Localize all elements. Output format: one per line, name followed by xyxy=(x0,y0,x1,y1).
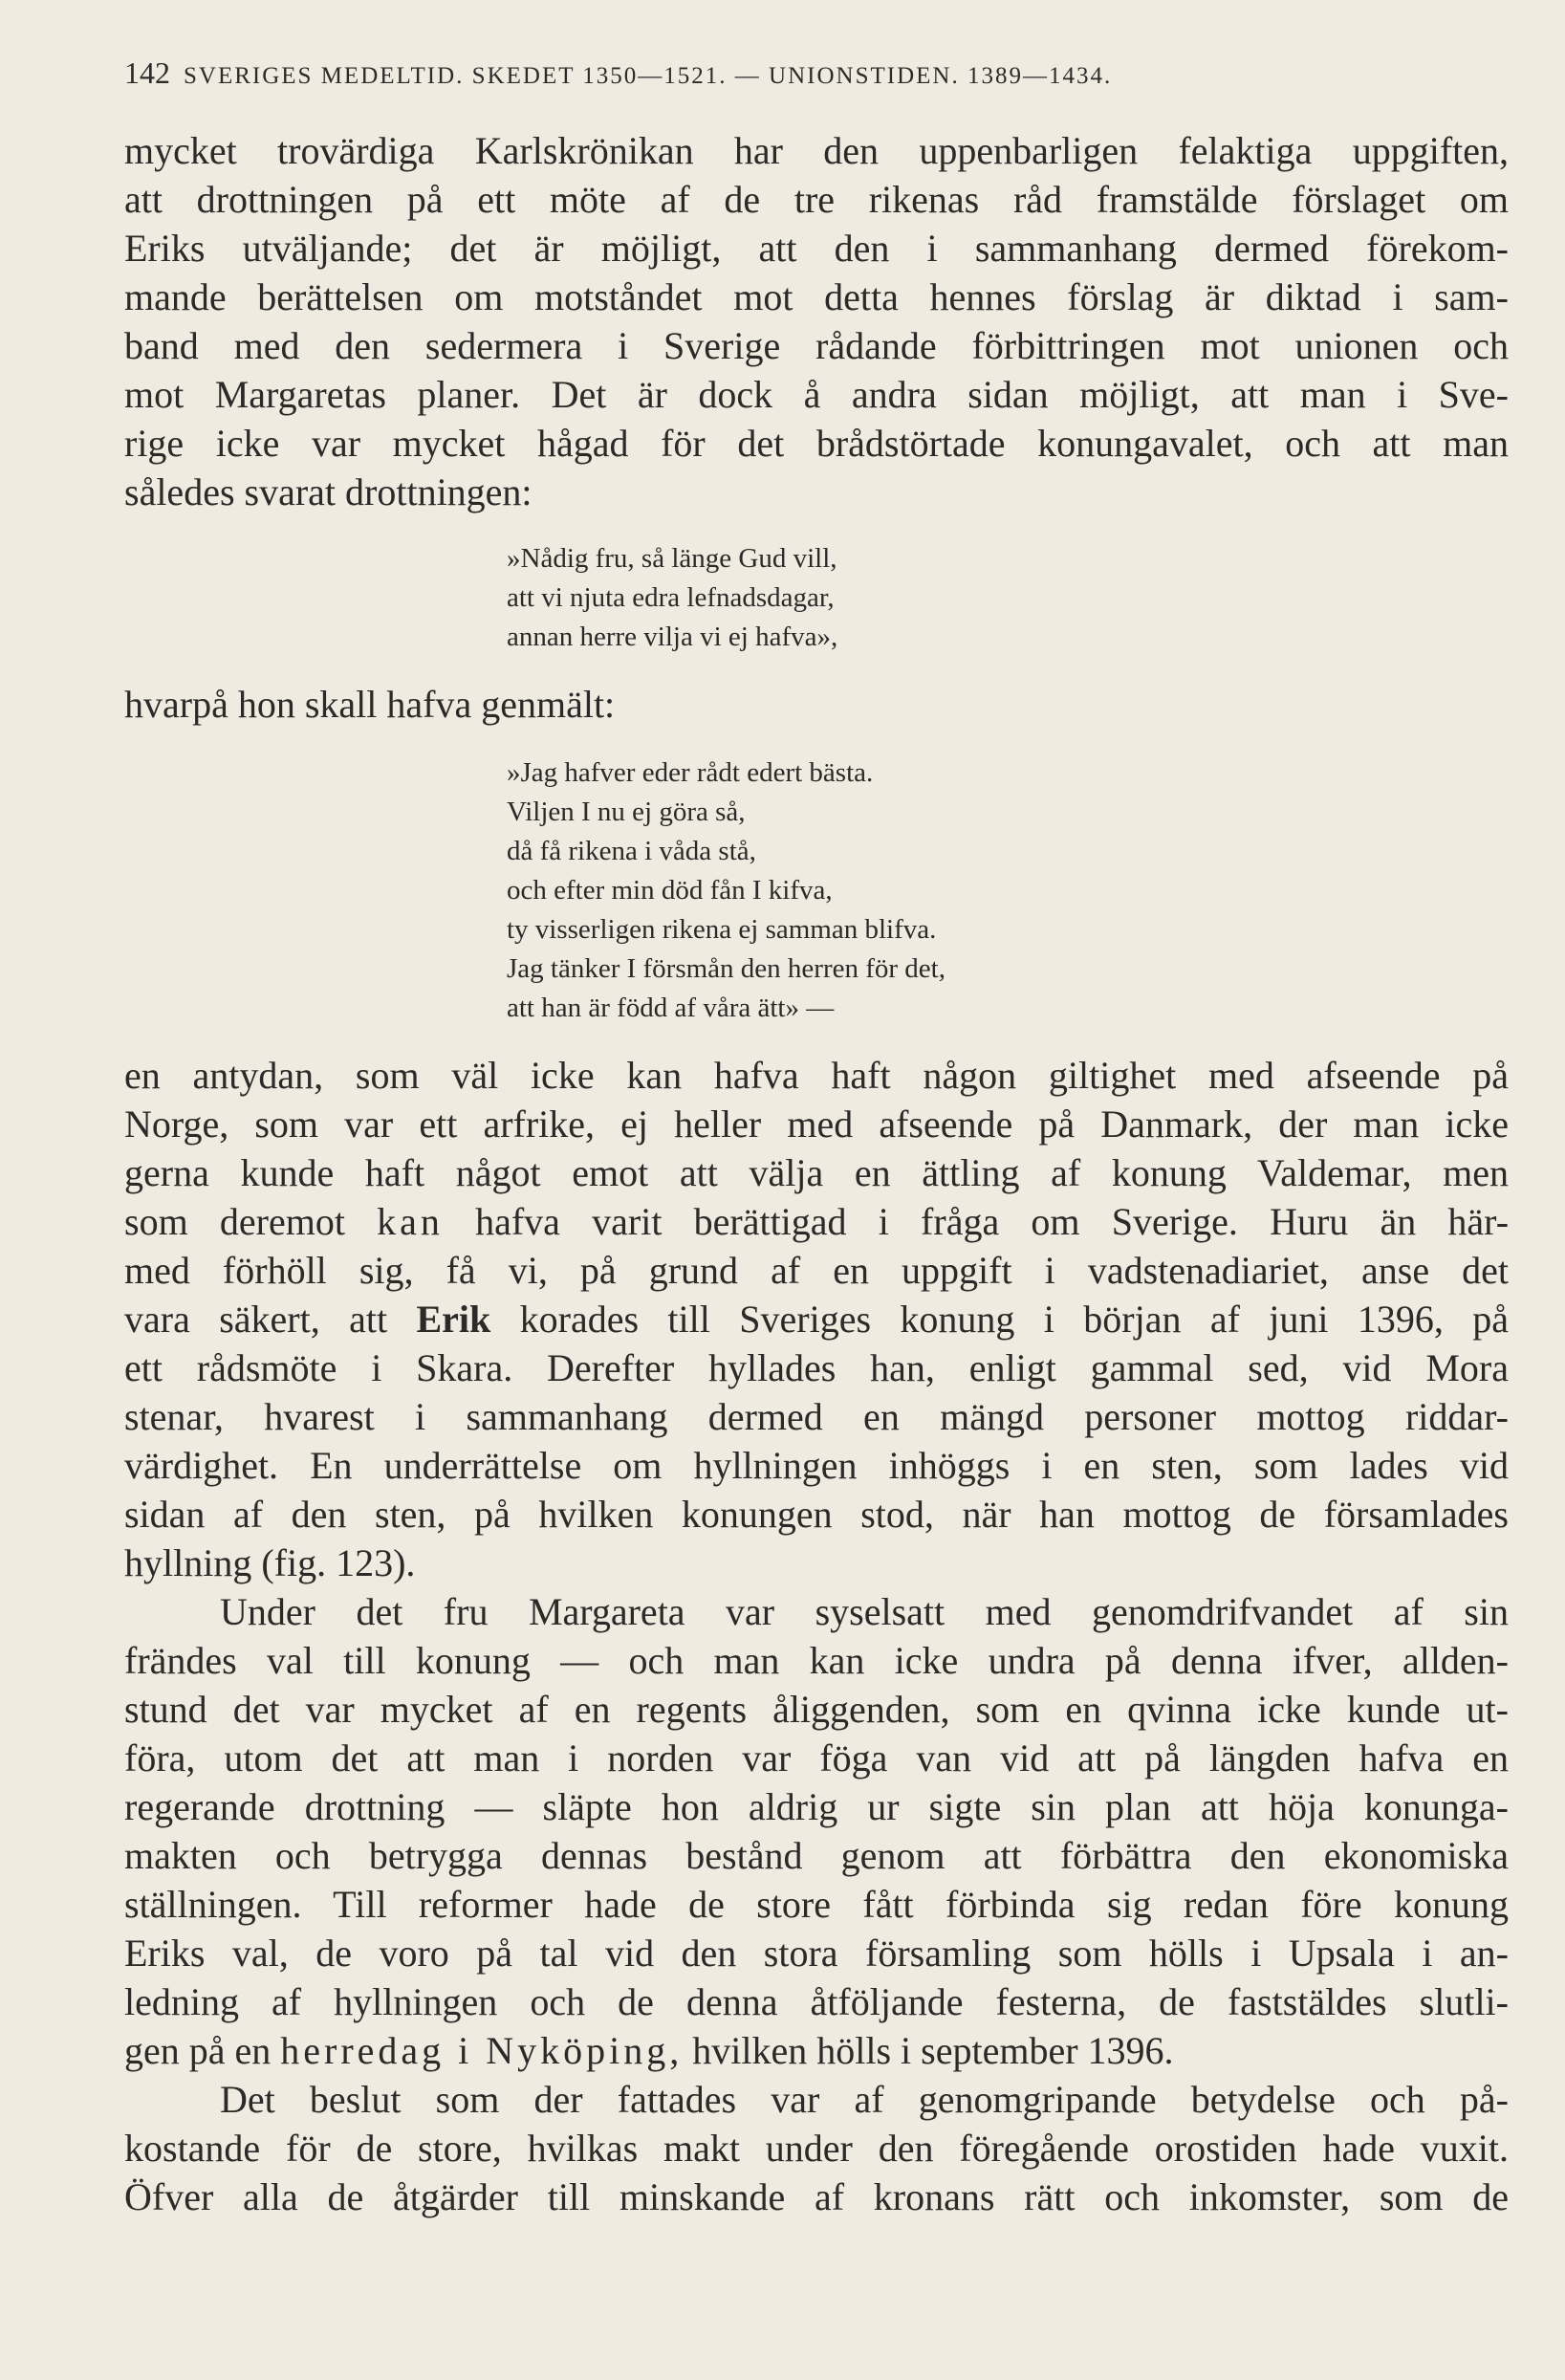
text-line: ett rådsmöte i Skara. Derefter hyllades han, enligt gammal sed, vid Mora xyxy=(124,1346,1509,1389)
verse-line: att han är född af våra ätt» — xyxy=(507,993,835,1023)
text-line: med förhöll sig, få vi, på grund af en uppgift i vadstenadiariet, anse det xyxy=(124,1249,1509,1292)
text-line: ledning af hyllningen och de denna åtföljande festerna, de faststäldes slutli- xyxy=(124,1980,1509,2023)
text-line: Eriks val, de voro på tal vid den stora församling som hölls i Upsala i an- xyxy=(124,1932,1509,1975)
text-line: mycket trovärdiga Karlskrönikan har den uppenbarligen felaktiga uppgiften, xyxy=(124,129,1509,172)
text-line: frändes val till konung — och man kan icke undra på denna ifver, allden- xyxy=(124,1639,1509,1682)
text-line: kostande för de store, hvilkas makt under den föregående orostiden hade vuxit. xyxy=(124,2127,1509,2170)
verse-line: att vi njuta edra lefnadsdagar, xyxy=(507,582,835,613)
text-line: Det beslut som der fattades var af genomgripande betydelse och på- xyxy=(220,2078,1509,2121)
page-number: 142 xyxy=(124,55,170,90)
paragraph-3 xyxy=(124,1587,1509,2075)
paragraph-4 xyxy=(124,2075,1509,2221)
text-line: mande berättelsen om motståndet mot detta hennes förslag är diktad i sam- xyxy=(124,275,1509,318)
text-line: regerande drottning — släpte hon aldrig ur sigte sin plan att höja konunga- xyxy=(124,1785,1509,1828)
verse-line: Viljen I nu ej göra så, xyxy=(507,797,746,827)
verse-line: »Nådig fru, så länge Gud vill, xyxy=(507,543,837,574)
text-line: mot Margaretas planer. Det är dock å andra sidan möjligt, att man i Sve- xyxy=(124,373,1509,416)
verse-quote-1 xyxy=(124,539,1509,657)
text-line: stund det var mycket af en regents åliggenden, som en qvinna icke kunde ut- xyxy=(124,1688,1509,1731)
verse-line: ty visserligen rikena ej samman blifva. xyxy=(507,914,937,945)
text-run: gen på en xyxy=(124,2029,272,2072)
text-run: hvilken hölls i september 1396. xyxy=(692,2029,1174,2072)
text-line xyxy=(124,1295,1509,1343)
text-line: Norge, som var ett arfrike, ej heller med afseende på Danmark, der man icke xyxy=(124,1103,1509,1146)
text-line: rige icke var mycket hågad för det brådstörtade konungavalet, och att man xyxy=(124,422,1509,465)
text-run: som deremot xyxy=(124,1200,345,1243)
text-run: hafva varit berättigad i fråga om Sverige. Huru än här- xyxy=(475,1200,1510,1243)
text-line: att drottningen på ett möte af de tre rikenas råd framstälde förslaget om xyxy=(124,178,1509,221)
text-line: således svarat drottningen: xyxy=(124,470,533,513)
paragraph-1 xyxy=(124,126,1509,516)
verse-quote-2 xyxy=(124,753,1509,1028)
spaced-emphasis: kan xyxy=(377,1200,444,1243)
text-run: vara säkert, att xyxy=(124,1298,388,1341)
verse-line: då få rikena i våda stå, xyxy=(507,836,756,866)
text-line: stenar, hvarest i sammanhang dermed en mängd personer mottog riddar- xyxy=(124,1395,1509,1438)
text-line: ställningen. Till reformer hade de store fått förbinda sig redan före konung xyxy=(124,1883,1509,1926)
text-line: sidan af den sten, på hvilken konungen stod, när han mottog de församlades xyxy=(124,1493,1509,1536)
text-line: Öfver alla de åtgärder till minskande af kronans rätt och inkomster, som de xyxy=(124,2175,1509,2218)
text-line: Eriks utväljande; det är möjligt, att den i sammanhang dermed förekom- xyxy=(124,227,1509,270)
text-line: gerna kunde haft något emot att välja en ättling af konung Valdemar, men xyxy=(124,1151,1509,1194)
bold-name: Erik xyxy=(416,1298,491,1341)
verse-line: och efter min död fån I kifva, xyxy=(507,875,833,906)
bridge-line: hvarpå hon skall hafva genmält: xyxy=(124,683,616,726)
text-line: Under det fru Margareta var syselsatt med genomdrifvandet af sin xyxy=(220,1590,1509,1633)
verse-line: Jag tänker I försmån den herren för det, xyxy=(507,953,946,984)
text-line: hyllning (fig. 123). xyxy=(124,1541,416,1584)
running-header xyxy=(124,55,1511,91)
verse-line: »Jag hafver eder rådt edert bästa. xyxy=(507,757,874,788)
verse-line: annan herre vilja vi ej hafva», xyxy=(507,622,838,652)
text-line: en antydan, som väl icke kan hafva haft någon giltighet med afseende på xyxy=(124,1054,1509,1097)
text-line: makten och betrygga dennas bestånd genom att förbättra den ekonomiska xyxy=(124,1834,1509,1877)
text-line xyxy=(124,1197,1509,1246)
text-line xyxy=(124,2026,1509,2075)
text-run: korades till Sveriges konung i början af juni 1396, på xyxy=(519,1298,1510,1341)
spaced-emphasis: herredag i Nyköping, xyxy=(280,2029,684,2072)
page-body xyxy=(124,126,1509,2221)
running-title: SVERIGES MEDELTID. SKEDET 1350—1521. — UNIONSTIDEN. 1389—1434. xyxy=(184,63,1113,89)
paragraph-2 xyxy=(124,1051,1509,1587)
text-line: band med den sedermera i Sverige rådande förbittringen mot unionen och xyxy=(124,324,1509,367)
text-line: värdighet. En underrättelse om hyllningen inhöggs i en sten, som lades vid xyxy=(124,1444,1509,1487)
text-line: föra, utom det att man i norden var föga van vid att på längden hafva en xyxy=(124,1736,1509,1780)
